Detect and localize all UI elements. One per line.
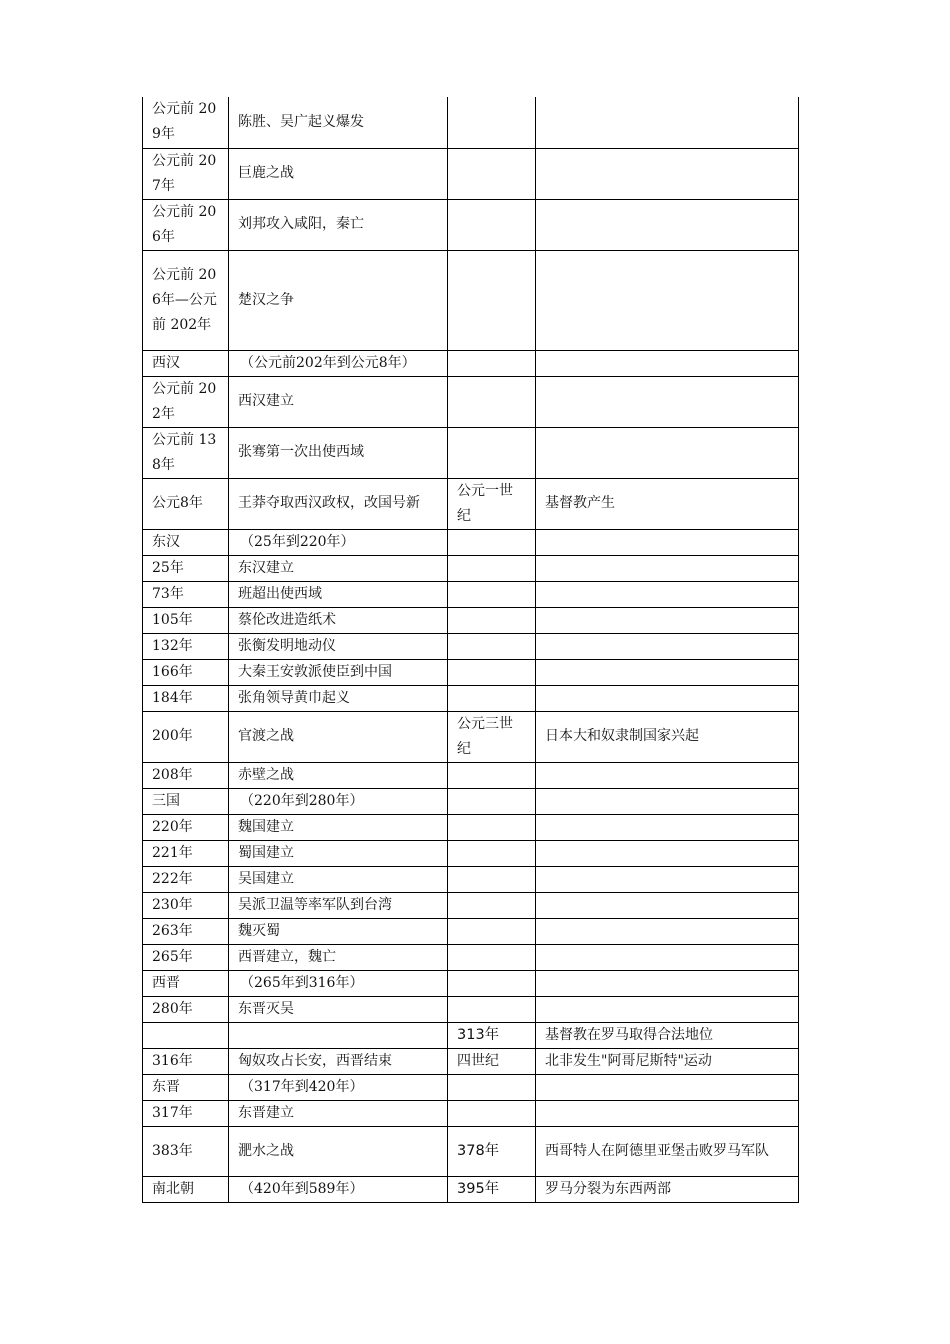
china-event-cell: 淝水之战 xyxy=(229,1126,448,1176)
world-date-cell xyxy=(448,866,536,892)
china-event-cell: （317年到420年） xyxy=(229,1074,448,1100)
world-event-cell xyxy=(536,996,799,1022)
china-event-cell: （25年到220年） xyxy=(229,529,448,555)
world-date-cell xyxy=(448,814,536,840)
china-date-cell: 280年 xyxy=(143,996,229,1022)
world-date-cell xyxy=(448,529,536,555)
world-date-cell xyxy=(448,250,536,350)
table-row xyxy=(143,892,799,918)
china-date-cell: 公元前 207年 xyxy=(143,148,229,199)
world-event-cell xyxy=(536,918,799,944)
world-date-cell xyxy=(448,199,536,250)
world-event-cell: 北非发生"阿哥尼斯特"运动 xyxy=(536,1048,799,1074)
world-event-cell xyxy=(536,250,799,350)
table-row xyxy=(143,944,799,970)
china-date-cell: 东晋 xyxy=(143,1074,229,1100)
china-date-cell: 南北朝 xyxy=(143,1176,229,1202)
china-event-cell: 王莽夺取西汉政权，改国号新 xyxy=(229,478,448,529)
table-row xyxy=(143,711,799,762)
china-event-cell: 巨鹿之战 xyxy=(229,148,448,199)
table-row xyxy=(143,529,799,555)
china-event-cell: 吴派卫温等率军队到台湾 xyxy=(229,892,448,918)
world-date-cell: 313年 xyxy=(448,1022,536,1048)
china-event-cell: 刘邦攻入咸阳，秦亡 xyxy=(229,199,448,250)
world-event-cell xyxy=(536,350,799,376)
table-row xyxy=(143,685,799,711)
china-event-cell: 西晋建立，魏亡 xyxy=(229,944,448,970)
table-row xyxy=(143,350,799,376)
china-event-cell xyxy=(229,1022,448,1048)
world-event-cell xyxy=(536,892,799,918)
china-date-cell: 三国 xyxy=(143,788,229,814)
world-date-cell xyxy=(448,840,536,866)
table-row xyxy=(143,659,799,685)
china-event-cell: 官渡之战 xyxy=(229,711,448,762)
world-date-cell xyxy=(448,555,536,581)
china-date-cell: 公元前 206年 xyxy=(143,199,229,250)
china-date-cell: 132年 xyxy=(143,633,229,659)
china-event-cell: （220年到280年） xyxy=(229,788,448,814)
china-event-cell: 陈胜、吴广起义爆发 xyxy=(229,97,448,148)
table-row xyxy=(143,840,799,866)
world-event-cell xyxy=(536,555,799,581)
table-row xyxy=(143,633,799,659)
china-event-cell: 蜀国建立 xyxy=(229,840,448,866)
china-event-cell: 东晋灭吴 xyxy=(229,996,448,1022)
world-date-cell xyxy=(448,892,536,918)
table-row xyxy=(143,581,799,607)
table-row xyxy=(143,250,799,350)
world-event-cell xyxy=(536,762,799,788)
table-row xyxy=(143,918,799,944)
china-date-cell: 200年 xyxy=(143,711,229,762)
world-date-cell xyxy=(448,427,536,478)
china-date-cell: 公元8年 xyxy=(143,478,229,529)
table-row xyxy=(143,427,799,478)
world-event-cell xyxy=(536,376,799,427)
world-event-cell xyxy=(536,659,799,685)
world-date-cell xyxy=(448,581,536,607)
world-event-cell: 日本大和奴隶制国家兴起 xyxy=(536,711,799,762)
world-date-cell: 378年 xyxy=(448,1126,536,1176)
table-row xyxy=(143,996,799,1022)
table-row xyxy=(143,555,799,581)
table-row xyxy=(143,866,799,892)
world-date-cell xyxy=(448,148,536,199)
china-event-cell: （公元前202年到公元8年） xyxy=(229,350,448,376)
table-row xyxy=(143,762,799,788)
world-date-cell xyxy=(448,944,536,970)
china-event-cell: 班超出使西域 xyxy=(229,581,448,607)
china-event-cell: 蔡伦改进造纸术 xyxy=(229,607,448,633)
world-date-cell xyxy=(448,1100,536,1126)
table-row xyxy=(143,788,799,814)
china-event-cell: 张角领导黄巾起义 xyxy=(229,685,448,711)
table-row xyxy=(143,97,799,148)
world-date-cell xyxy=(448,633,536,659)
world-event-cell xyxy=(536,840,799,866)
china-date-cell: 230年 xyxy=(143,892,229,918)
world-date-cell xyxy=(448,659,536,685)
china-date-cell: 222年 xyxy=(143,866,229,892)
china-date-cell: 265年 xyxy=(143,944,229,970)
world-date-cell xyxy=(448,685,536,711)
china-date-cell: 184年 xyxy=(143,685,229,711)
china-date-cell: 383年 xyxy=(143,1126,229,1176)
china-event-cell: 魏国建立 xyxy=(229,814,448,840)
world-date-cell xyxy=(448,376,536,427)
china-date-cell: 73年 xyxy=(143,581,229,607)
world-date-cell xyxy=(448,607,536,633)
world-event-cell: 基督教在罗马取得合法地位 xyxy=(536,1022,799,1048)
world-event-cell xyxy=(536,1100,799,1126)
world-event-cell xyxy=(536,633,799,659)
world-date-cell xyxy=(448,762,536,788)
table-row xyxy=(143,1022,799,1048)
table-row xyxy=(143,1176,799,1202)
world-event-cell xyxy=(536,685,799,711)
china-event-cell: 西汉建立 xyxy=(229,376,448,427)
table-row xyxy=(143,1074,799,1100)
world-event-cell: 基督教产生 xyxy=(536,478,799,529)
world-date-cell xyxy=(448,970,536,996)
china-date-cell: 317年 xyxy=(143,1100,229,1126)
table-row xyxy=(143,814,799,840)
table-row xyxy=(143,148,799,199)
world-date-cell xyxy=(448,350,536,376)
world-event-cell xyxy=(536,97,799,148)
world-event-cell xyxy=(536,866,799,892)
table-row xyxy=(143,376,799,427)
china-date-cell: 220年 xyxy=(143,814,229,840)
world-date-cell: 395年 xyxy=(448,1176,536,1202)
china-date-cell: 208年 xyxy=(143,762,229,788)
china-event-cell: 东晋建立 xyxy=(229,1100,448,1126)
world-event-cell xyxy=(536,148,799,199)
table-row xyxy=(143,1126,799,1176)
china-date-cell: 西晋 xyxy=(143,970,229,996)
world-event-cell xyxy=(536,788,799,814)
china-date-cell: 公元前 209年 xyxy=(143,97,229,148)
china-event-cell: 赤壁之战 xyxy=(229,762,448,788)
china-date-cell: 西汉 xyxy=(143,350,229,376)
world-date-cell xyxy=(448,996,536,1022)
china-date-cell: 公元前 206年—公元前 202年 xyxy=(143,250,229,350)
world-event-cell xyxy=(536,529,799,555)
china-date-cell: 公元前 138年 xyxy=(143,427,229,478)
china-event-cell: 魏灭蜀 xyxy=(229,918,448,944)
history-timeline-table xyxy=(142,97,799,1203)
world-date-cell xyxy=(448,97,536,148)
world-event-cell xyxy=(536,199,799,250)
table-row xyxy=(143,199,799,250)
china-event-cell: 张衡发明地动仪 xyxy=(229,633,448,659)
china-event-cell: 楚汉之争 xyxy=(229,250,448,350)
china-event-cell: 匈奴攻占长安，西晋结束 xyxy=(229,1048,448,1074)
world-event-cell xyxy=(536,970,799,996)
china-date-cell: 公元前 202年 xyxy=(143,376,229,427)
timeline-body xyxy=(143,97,799,1202)
china-event-cell: （420年到589年） xyxy=(229,1176,448,1202)
world-date-cell: 公元一世纪 xyxy=(448,478,536,529)
world-event-cell xyxy=(536,607,799,633)
world-date-cell: 四世纪 xyxy=(448,1048,536,1074)
china-event-cell: （265年到316年） xyxy=(229,970,448,996)
china-event-cell: 东汉建立 xyxy=(229,555,448,581)
world-date-cell xyxy=(448,788,536,814)
china-date-cell: 105年 xyxy=(143,607,229,633)
table-row xyxy=(143,607,799,633)
china-date-cell: 东汉 xyxy=(143,529,229,555)
world-event-cell: 西哥特人在阿德里亚堡击败罗马军队 xyxy=(536,1126,799,1176)
table-row xyxy=(143,1048,799,1074)
china-event-cell: 吴国建立 xyxy=(229,866,448,892)
china-event-cell: 大秦王安敦派使臣到中国 xyxy=(229,659,448,685)
table-row xyxy=(143,1100,799,1126)
china-date-cell: 263年 xyxy=(143,918,229,944)
world-date-cell: 公元三世纪 xyxy=(448,711,536,762)
world-event-cell: 罗马分裂为东西两部 xyxy=(536,1176,799,1202)
world-event-cell xyxy=(536,581,799,607)
table-row xyxy=(143,970,799,996)
china-date-cell: 166年 xyxy=(143,659,229,685)
china-date-cell: 25年 xyxy=(143,555,229,581)
world-event-cell xyxy=(536,814,799,840)
world-event-cell xyxy=(536,1074,799,1100)
china-date-cell xyxy=(143,1022,229,1048)
china-event-cell: 张骞第一次出使西域 xyxy=(229,427,448,478)
table-row xyxy=(143,478,799,529)
world-date-cell xyxy=(448,918,536,944)
world-event-cell xyxy=(536,427,799,478)
china-date-cell: 221年 xyxy=(143,840,229,866)
china-date-cell: 316年 xyxy=(143,1048,229,1074)
world-event-cell xyxy=(536,944,799,970)
world-date-cell xyxy=(448,1074,536,1100)
